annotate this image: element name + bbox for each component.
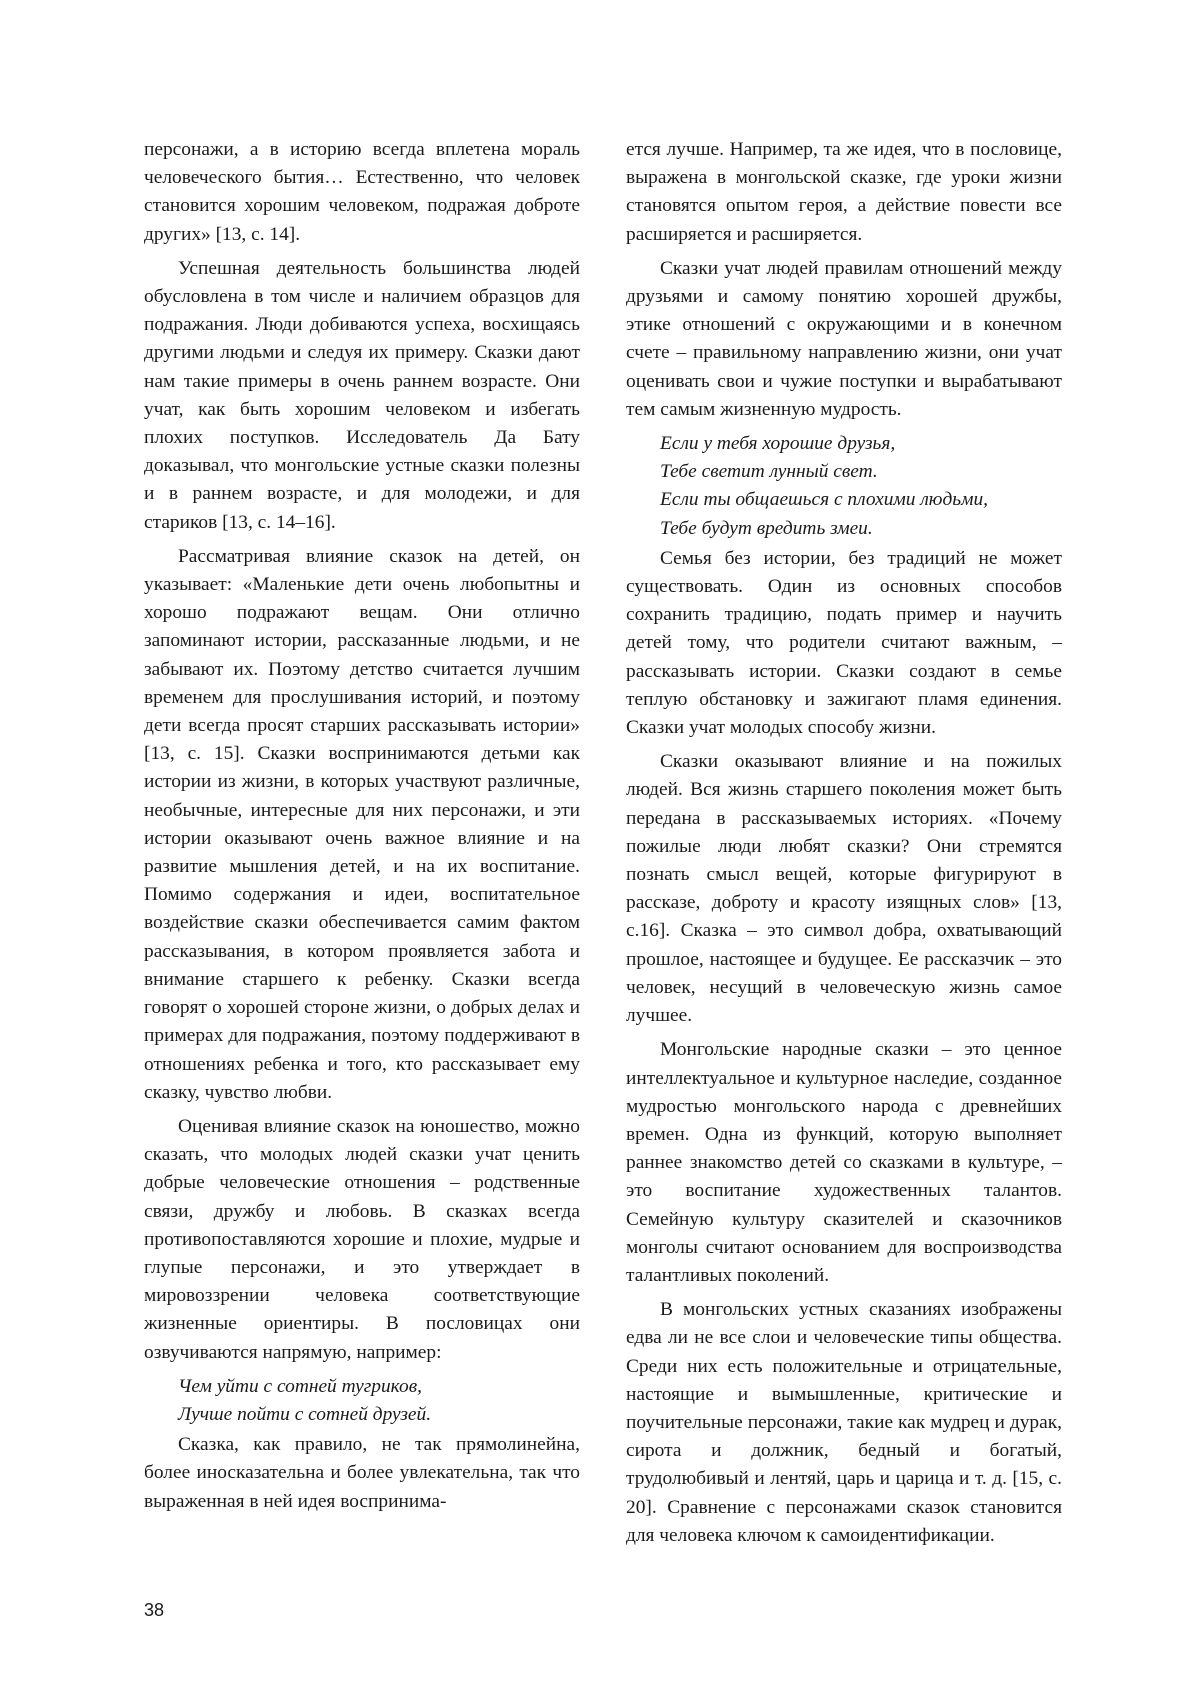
paragraph: Сказки оказывают влияние и на пожилых людей. Вся жизнь старшего поколения может быть передана в рассказываемых историях. «Почему пожилые люди любят сказки? Они стремятся познать смысл вещей, которые фигурируют в рассказе, доброту и красоту изящных слов» [13, с.16]. Сказка – это символ добра, охватывающий прошлое, настоящее и будущее. Ее рассказчик – это человек, несущий в человеческую жизнь самое лучшее.: [626, 751, 1062, 1027]
verse-line: Тебе будут вредить змеи.: [660, 517, 873, 539]
paragraph: Оценивая влияние сказок на юношество, можно сказать, что молодых людей сказки учат ценить добрые человеческие отношения – родственные связи, дружбу и любовь. В сказках всегда противопоставляются хорошие и плохие, мудрые и глупые персонажи, и это утверждает в мировоззрении человека соответствующие жизненные ориентиры. В пословицах они озвучиваются напрямую, например:: [144, 1115, 580, 1363]
verse-line: Лучше пойти с сотней друзей.: [178, 1403, 432, 1425]
left-column: [144, 136, 580, 1522]
paragraph: Монгольские народные сказки – это ценное интеллектуальное и культурное наследие, созданное мудростью монгольского народа с древнейших времен. Одна из функций, которую выполняет раннее знакомство детей со сказками в культуре, – это воспитание художественных талантов. Семейную культуру сказителей и сказочников монголы считают основанием для воспроизводства талантливых поколений.: [626, 1039, 1062, 1286]
paragraph: Сказки учат людей правилам отношений между друзьями и самому понятию хорошей дружбы, этике отношений с окружающими и в конечном счете – правильному направлению жизни, они учат оценивать свои и чужие поступки и вырабатывают тем самым жизненную мудрость.: [626, 257, 1062, 420]
page-number: 38: [144, 1600, 165, 1620]
proverb-verse: [144, 1373, 580, 1429]
paragraph: ется лучше. Например, та же идея, что в пословице, выражена в монгольской сказке, где уроки жизни становятся опытом героя, а действие повести все расширяется и расширяется.: [626, 139, 1062, 245]
verse-line: Если у тебя хорошие друзья,: [660, 433, 896, 455]
verse-line: Чем уйти с сотней тугриков,: [178, 1375, 422, 1397]
paragraph: персонажи, а в историю всегда вплетена мораль человеческого бытия… Естественно, что человек становится хорошим человеком, подражая доброте других» [13, с. 14].: [144, 139, 580, 245]
paragraph: Рассматривая влияние сказок на детей, он указывает: «Маленькие дети очень любопытны и хорошо подражают вещам. Они отлично запоминают истории, рассказанные людьми, и не забывают их. Поэтому детство считается лучшим временем для прослушивания историй, и поэтому дети всегда просят старших рассказывать истории» [13, с. 15]. Сказки воспринимаются детьми как истории из жизни, в которых участвуют различные, необычные, интересные для них персонажи, и эти истории оказывают очень важное влияние и на развитие мышления детей, и на их воспитание. Помимо содержания и идеи, воспитательное воздействие сказки обеспечивается самим фактом рассказывания, в котором проявляется забота и внимание старшего к ребенку. Сказки всегда говорят о хорошей стороне жизни, о добрых делах и примерах для подражания, поэтому поддерживают в отношениях ребенка и того, кто рассказывает ему сказку, чувство любви.: [144, 545, 580, 1103]
proverb-verse: [626, 430, 1062, 543]
verse-line: Если ты общаешься с плохими людьми,: [660, 489, 989, 511]
paragraph: Успешная деятельность большинства людей обусловлена в том числе и наличием образцов для подражания. Люди добиваются успеха, восхищаясь другими людьми и следуя их примеру. Сказки дают нам такие примеры в очень раннем возрасте. Они учат, как быть хорошим человеком и избегать плохих поступков. Исследователь Да Бату доказывал, что монгольские устные сказки полезны и в раннем возрасте, и для молодежи, и для стариков [13, с. 14–16].: [144, 257, 580, 533]
paragraph: Семья без истории, без традиций не может существовать. Один из основных способов сохранить традицию, подать пример и научить детей тому, что родители считают важным, – рассказывать истории. Сказки создают в семье теплую обстановку и зажигают пламя единения. Сказки учат молодых способу жизни.: [626, 547, 1062, 739]
paragraph: В монгольских устных сказаниях изображены едва ли не все слои и человеческие типы общества. Среди них есть положительные и отрицательные, настоящие и вымышленные, критические и поучительные персонажи, такие как мудрец и дурак, сирота и должник, бедный и богатый, трудолюбивый и лентяй, царь и царица и т. д. [15, с. 20]. Сравнение с персонажами сказок становится для человека ключом к самоидентификации.: [626, 1299, 1062, 1546]
right-column: [626, 136, 1062, 1556]
verse-line: Тебе светит лунный свет.: [660, 461, 878, 483]
paragraph: Сказка, как правило, не так прямолинейна, более иносказательна и более увлекательна, так что выраженная в ней идея воспринима-: [144, 1434, 580, 1512]
